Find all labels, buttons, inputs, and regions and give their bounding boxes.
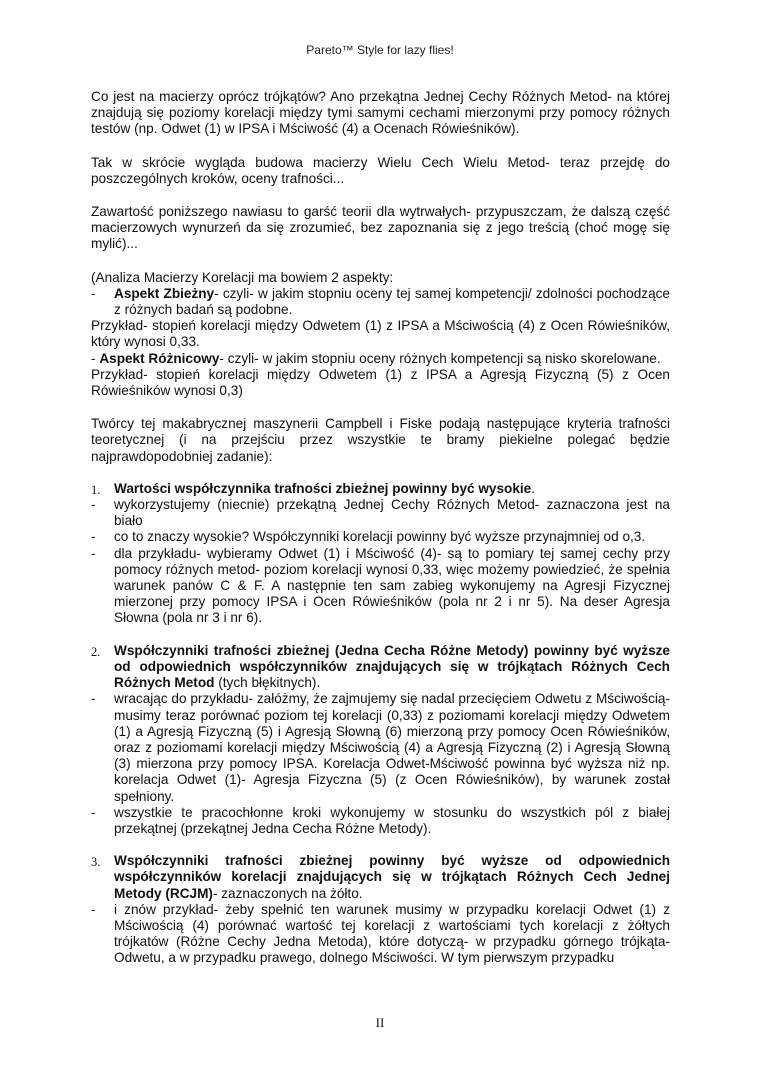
aspect-term: Aspekt Różnicowy (99, 350, 220, 366)
list-item: - co to znaczy wysokie? Współczynniki korelacji powinny być wyższe przynajmniej od o,3. (91, 529, 670, 545)
paragraph: (Analiza Macierzy Korelacji ma bowiem 2 aspekty: (91, 269, 394, 285)
list-item: - wykorzystujemy (niecnie) przekątną Jednej Cechy Różnych Metod- zaznaczona jest na biało (91, 497, 670, 529)
paragraph: Twórcy tej makabrycznej maszynerii Campbell i Fiske podają następujące kryteria trafności teoretycznej (i na przejściu przez wszystkie te bramy piekielne polegać będzie najprawdopodobniej zadanie): (91, 416, 670, 464)
list-number: 3. (91, 855, 101, 870)
list-number: 1. (91, 482, 101, 497)
paragraph: Co jest na macierzy oprócz trójkątów? Ano przekątna Jednej Cechy Różnych Metod- na której znajdują się poziomy korelacji między tymi samymi cechami mierzonymi przy pomocy różnych testów (np. Odwet (1) w IPSA i Mściwość (4) a Ocenach Rówieśników). (91, 89, 670, 137)
criterion-3: 3. Współczynniki trafności zbieżnej powinny być wyższe od odpowiednich współczynników korelacji znajdujących się w trójkątach Różnych Cech Jednej Metody (RCJM)- zaznaczonych na żółto. (91, 853, 670, 901)
aspect-convergent (91, 286, 670, 318)
list-item: - wracając do przykładu- załóżmy, że zajmujemy się nadal przecięciem Odwetu z Mściwością- musimy teraz porównać poziom tej korelacji (0,33) z poziomami korelacji między Odwetem (1) a Agresją Fizyczną (5) i Agresją Słowną (6) mierzoną przy pomocy Ocen Rówieśników, oraz z poziomami korelacji między Mściwością (4) a Agresją Fizyczną (2) i Agresją Słowną (3) mierzona przy pomocy IPSA. Korelacja Odwet-Mściwość powinna być wyższa niż np. korelacja Odwet (1)- Agresja Fizyczna (5) (z Ocen Rówieśników), by warunek został spełniony. (91, 691, 670, 804)
paragraph: Zawartość poniższego nawiasu to garść teorii dla wytrwałych- przypuszczam, że dalszą część macierzowych wynurzeń da się zrozumieć, bez zapoznania się z jego treścią (choć mogę się mylić)... (91, 204, 670, 252)
running-header: Pareto™ Style for lazy flies! (306, 43, 454, 57)
aspect-term: Aspekt Zbieżny (114, 285, 215, 301)
criterion-title: Współczynniki trafności zbieżnej (Jedna Cecha Różne Metody) powinny być wyższe od odpowiednich współczynników znajdujących się w trójkątach Różnych Cech Różnych Metod (114, 642, 670, 691)
paragraph: Tak w skrócie wygląda budowa macierzy Wielu Cech Wielu Metod- teraz przejdę do poszczególnych kroków, oceny trafności... (91, 154, 670, 186)
list-item: - i znów przykład- żeby spełnić ten warunek musimy w przypadku korelacji Odwet (1) z Mściwością (4) porównać wartość tej korelacji z wartościami tych korelacji z żółtych trójkatów (Różne Cechy Jedna Metoda), które dotyczą- w przypadku górnego trójkąta- Odwetu, a w przypadku prawego, dolnego Mściwości. W tym pierwszym przypadku (91, 902, 670, 967)
aspect-description: - czyli- w jakim stopniu oceny tej samej kompetencji/ zdolności pochodzące z różnych badań są podobne. (114, 285, 670, 318)
list-number: 2. (91, 644, 101, 659)
document-body (91, 89, 670, 967)
criterion-title: Współczynniki trafności zbieżnej powinny być wyższe od odpowiednich współczynników korelacji znajdujących się w trójkątach Różnych Cech Jednej Metody (RCJM) (114, 853, 670, 901)
example: Przykład- stopień korelacji między Odwetem (1) z IPSA a Mściwością (4) z Ocen Rówieśników, który wynosi 0,33. (91, 318, 670, 350)
criterion-1: 1. Wartości współczynnika trafności zbieżnej powinny być wysokie. (91, 480, 536, 497)
list-item: - dla przykładu- wybieramy Odwet (1) i Mściwość (4)- są to pomiary tej samej cechy przy pomocy różnych metod- poziom korelacji wynosi 0,33, więc możemy powiedzieć, że spełnia warunek panów C & F. A następnie ten sam zabieg wykonujemy na Agresji Fizycznej mierzonej przy pomocy IPSA i Ocen Rówieśników (pola nr 2 i nr 5). Na deser Agresja Słowna (pola nr 3 i nr 6). (91, 546, 670, 627)
aspect-discriminant: - Aspekt Różnicowy- czyli- w jakim stopniu oceny różnych kompetencji są nisko skorelowane. (91, 350, 661, 366)
aspect-description: - czyli- w jakim stopniu oceny różnych kompetencji są nisko skorelowane. (219, 350, 661, 366)
list-item: - wszystkie te pracochłonne kroki wykonujemy w stosunku do wszystkich pól z białej przekątnej (przekątnej Jedna Cecha Różne Metody). (91, 805, 670, 837)
criterion-2: 2. Współczynniki trafności zbieżnej (Jedna Cecha Różne Metody) powinny być wyższe od odpowiednich współczynników znajdujących się w trójkątach Różnych Cech Różnych Metod (tych błękitnych). (91, 642, 670, 691)
example: Przykład- stopień korelacji między Odwetem (1) z IPSA a Agresją Fizyczną (5) z Ocen Rówieśników wynosi 0,3) (91, 366, 670, 399)
page-number: II (375, 1015, 385, 1030)
criterion-title: Wartości współczynnika trafności zbieżnej powinny być wysokie (114, 480, 532, 496)
